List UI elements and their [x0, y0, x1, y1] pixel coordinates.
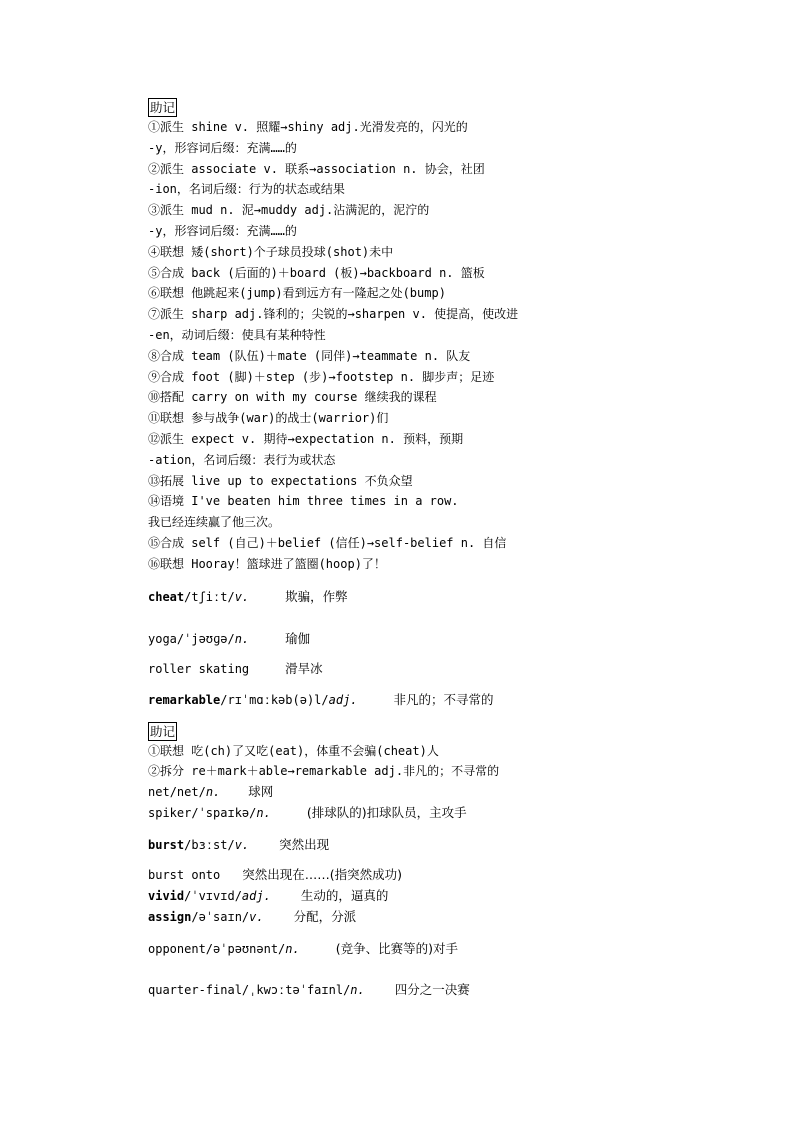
mnemonic-line: ②派生 associate v. 联系→association n. 协会，社团	[148, 161, 485, 176]
mnemonic-line: ⑫派生 expect v. 期待→expectation n. 预料，预期	[148, 431, 464, 446]
vocab-entry-assign	[148, 908, 748, 926]
mnemonic-line: -en，动词后缀：使具有某种特性	[148, 327, 326, 342]
phonetic: /ˌkwɔːtəˈfaɪnl/	[241, 983, 351, 998]
phonetic: /rɪˈmɑːkəb(ə)l/	[220, 692, 329, 707]
mnemonic-line: -y，形容词后缀：充满……的	[148, 140, 297, 155]
meaning: 分配，分派	[293, 909, 357, 925]
headword: net	[148, 785, 170, 800]
mnemonic-line: ⑪联想 参与战争(war)的战士(warrior)们	[148, 411, 389, 426]
meaning: (竞争、比赛等的)对手	[335, 941, 458, 957]
headword: burst	[148, 838, 185, 853]
meaning: 生动的，逼真的	[300, 888, 389, 904]
meaning: 非凡的；不寻常的	[393, 691, 494, 707]
part-of-speech: n.	[350, 983, 365, 998]
meaning: 突然出现在……(指突然成功)	[242, 867, 403, 883]
vocab-entry-roller-skating	[148, 660, 748, 678]
meaning: 突然出现	[279, 837, 330, 853]
mnemonic-line: ⑬拓展 live up to expectations 不负众望	[148, 473, 413, 488]
phonetic: /ˈvɪvɪd/	[184, 889, 242, 904]
phonetic: /əˈpəʊnənt/	[205, 942, 286, 957]
meaning: 四分之一决赛	[394, 982, 470, 998]
vocab-entry-burst-onto	[148, 866, 748, 884]
mnemonic-tag: 助记	[150, 100, 176, 115]
vocab-entry-vivid	[148, 887, 748, 905]
part-of-speech: v.	[234, 589, 250, 604]
headword: remarkable	[148, 692, 221, 707]
mnemonic-line: -ation，名词后缀：表行为或状态	[148, 452, 336, 467]
mnemonic-line: ⑨合成 foot (脚)＋step (步)→footstep n. 脚步声；足迹	[148, 369, 495, 384]
vocab-entry-remarkable	[148, 691, 748, 709]
headword: burst onto	[148, 868, 221, 883]
mnemonic-line: ⑩搭配 carry on with my course 继续我的课程	[148, 390, 437, 405]
phonetic: /ˈspaɪkə/	[191, 806, 257, 821]
phonetic: /əˈsaɪn/	[191, 910, 250, 925]
mnemonic-line: ①派生 shine v. 照耀→shiny adj.光滑发亮的，闪光的	[148, 120, 468, 134]
part-of-speech: n.	[256, 806, 271, 821]
part-of-speech: v.	[234, 838, 250, 853]
document-page	[148, 98, 748, 999]
part-of-speech: adj.	[328, 692, 358, 707]
mnemonic-line: ⑭语境 I've beaten him three times in a row.	[148, 494, 459, 509]
mnemonic-line: -y，形容词后缀：充满……的	[148, 223, 297, 238]
mnemonic-line: ④联想 矮(short)个子球员投球(shot)未中	[148, 244, 394, 259]
vocab-entry-quarter-final	[148, 981, 748, 999]
meaning: 瑜伽	[285, 630, 311, 646]
phonetic: /net/	[169, 785, 206, 800]
mnemonic-block-2	[148, 722, 748, 783]
vocab-entry-net	[148, 783, 748, 801]
vocab-entry-cheat	[148, 588, 748, 606]
headword: spiker	[148, 806, 192, 821]
part-of-speech: n.	[285, 942, 300, 957]
mnemonic-line: ⑥联想 他跳起来(jump)看到远方有一隆起之处(bump)	[148, 286, 446, 301]
phonetic: /ˈjəʊɡə/	[176, 631, 235, 646]
headword: yoga	[148, 631, 177, 646]
mnemonic-line: ⑧合成 team (队伍)＋mate (同伴)→teammate n. 队友	[148, 348, 471, 363]
part-of-speech: v.	[249, 910, 264, 925]
mnemonic-tag: 助记	[150, 723, 176, 739]
mnemonic-line: ⑤合成 back (后面的)＋board (板)→backboard n. 篮板	[148, 265, 485, 280]
mnemonic-line: ③派生 mud n. 泥→muddy adj.沾满泥的，泥泞的	[148, 203, 430, 218]
mnemonic-line: ⑦派生 sharp adj.锋利的；尖锐的→sharpen v. 使提高，使改进	[148, 307, 519, 322]
headword: quarter-final	[148, 983, 242, 998]
part-of-speech: n.	[234, 631, 250, 646]
meaning: 欺骗，作弊	[285, 588, 348, 604]
mnemonic-line: ⑯联想 Hooray！篮球进了篮圈(hoop)了！	[148, 556, 386, 571]
meaning: 滑旱冰	[285, 660, 323, 676]
phonetic: /tʃiːt/	[184, 589, 235, 604]
headword: assign	[148, 910, 192, 925]
meaning: (排球队的)扣球队员，主攻手	[306, 805, 467, 821]
vocab-entry-spiker	[148, 804, 748, 822]
mnemonic-line: -ion，名词后缀：行为的状态或结果	[148, 182, 345, 197]
headword: roller skating	[148, 661, 250, 676]
headword: vivid	[148, 889, 185, 904]
mnemonic-line: ②拆分 re＋mark＋able→remarkable adj.非凡的；不寻常的	[148, 764, 500, 779]
meaning: 球网	[248, 784, 274, 800]
vocab-entry-burst	[148, 836, 748, 854]
headword: cheat	[148, 589, 185, 604]
vocab-entry-opponent	[148, 940, 748, 958]
headword: opponent	[148, 942, 206, 957]
phonetic: /bɜːst/	[184, 838, 235, 853]
mnemonic-line: ⑮合成 self (自己)＋belief (信任)→self-belief n. 自信	[148, 535, 507, 550]
mnemonic-block-1	[148, 98, 748, 575]
part-of-speech: adj.	[241, 889, 271, 904]
vocab-entry-yoga	[148, 630, 748, 648]
mnemonic-line: 我已经连续赢了他三次。	[148, 515, 281, 530]
part-of-speech: n.	[205, 785, 221, 800]
mnemonic-line: ①联想 吃(ch)了又吃(eat)，体重不会骗(cheat)人	[148, 743, 439, 758]
